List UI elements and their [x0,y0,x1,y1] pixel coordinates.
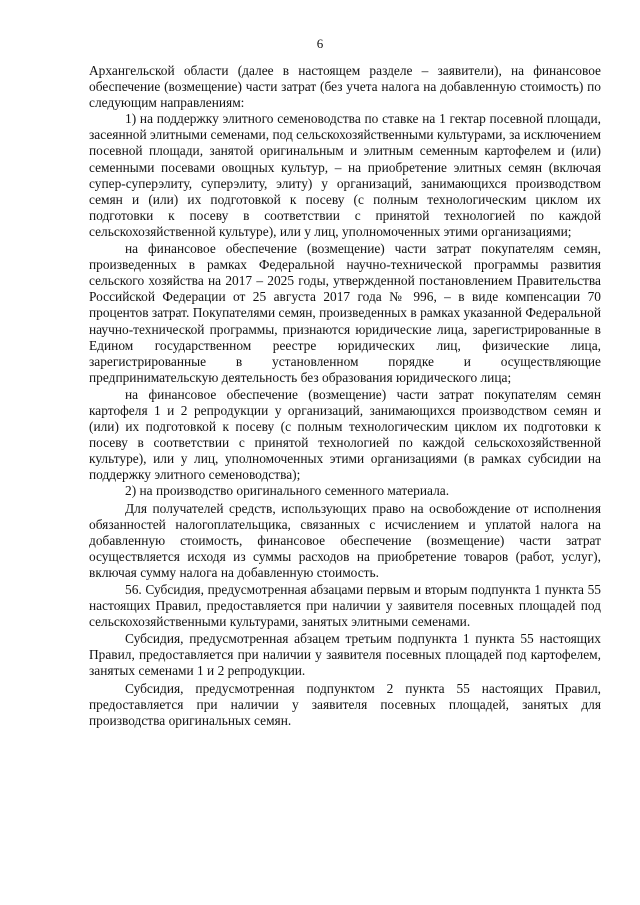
paragraph-subsidy-potato: Субсидия, предусмотренная абзацем третьим подпункта 1 пункта 55 настоящих Правил, предоставляется при наличии у заявителя посевных площадей под картофелем, занятых семенами 1 и 2 репродукции. [89,631,601,679]
paragraph-federal-program-seeds: на финансовое обеспечение (возмещение) части затрат покупателям семян, произведенных в рамках Федеральной научно-технической программы развития сельского хозяйства на 2017 – 2025 годы, утвержденной постановлением Правительства Российской Федерации от 25 августа 2017 года № 996, – в виде компенсации 70 процентов затрат. Покупателями семян, произведенных в рамках указанной Федеральной научно-технической программы, признаются юридические лица, зарегистрированные в Едином государственном реестре юридических лиц, физические лица, зарегистрированные в установленном порядке и осуществляющие предпринимательскую деятельность без образования юридического лица; [89,241,601,385]
paragraph-item-56: 56. Субсидия, предусмотренная абзацами первым и вторым подпункта 1 пункта 55 настоящих Правил, предоставляется при наличии у заявителя посевных площадей под сельскохозяйственными культурами, занятых элитными семенами. [89,582,601,630]
paragraph-original-seed-material: 2) на производство оригинального семенного материала. [125,483,450,499]
paragraph-elite-seed-support: 1) на поддержку элитного семеноводства по ставке на 1 гектар посевной площади, засеянной элитными семенами, под сельскохозяйственными культурами, за исключением посевной площади, занятой оригинальным и элитным семенным картофелем и (или) семенными посевами овощных культур, – на приобретение элитных семян (включая супер-суперэлиту, суперэлиту, элиту) у организаций, занимающихся производством семян и (или) их подготовкой к посеву (с полным технологическим циклом их подготовки к посеву в соответствии с принятой технологией по каждой сельскохозяйственной культуре), или у лиц, уполномоченных этими организациями; [89,111,601,239]
paragraph-applicants-intro: Архангельской области (далее в настоящем разделе – заявители), на финансовое обеспечение (возмещение) части затрат (без учета налога на добавленную стоимость) по следующим направлениям: [89,63,601,111]
paragraph-potato-seeds: на финансовое обеспечение (возмещение) части затрат покупателям семян картофеля 1 и 2 репродукции у организаций, занимающихся производством семян и (или) их подготовкой к посеву (с полным технологическим циклом их подготовки к посеву в соответствии с принятой технологией по каждой сельскохозяйственной культуре), или у лиц, уполномоченных этими организациями (в рамках субсидии на поддержку элитного семеноводства); [89,386,601,483]
document-body [89,63,601,729]
paragraph-subsidy-original-seeds: Субсидия, предусмотренная подпунктом 2 пункта 55 настоящих Правил, предоставляется при наличии у заявителя посевных площадей, занятых для производства оригинальных семян. [89,680,601,728]
paragraph-vat-exemption: Для получателей средств, использующих право на освобождение от исполнения обязанностей налогоплательщика, связанных с исчислением и уплатой налога на добавленную стоимость, финансовое обеспечение (возмещение) части затрат осуществляется исходя из суммы расходов на приобретение товаров (работ, услуг), включая сумму налога на добавленную стоимость. [89,500,601,580]
page-number: 6 [316,36,324,51]
